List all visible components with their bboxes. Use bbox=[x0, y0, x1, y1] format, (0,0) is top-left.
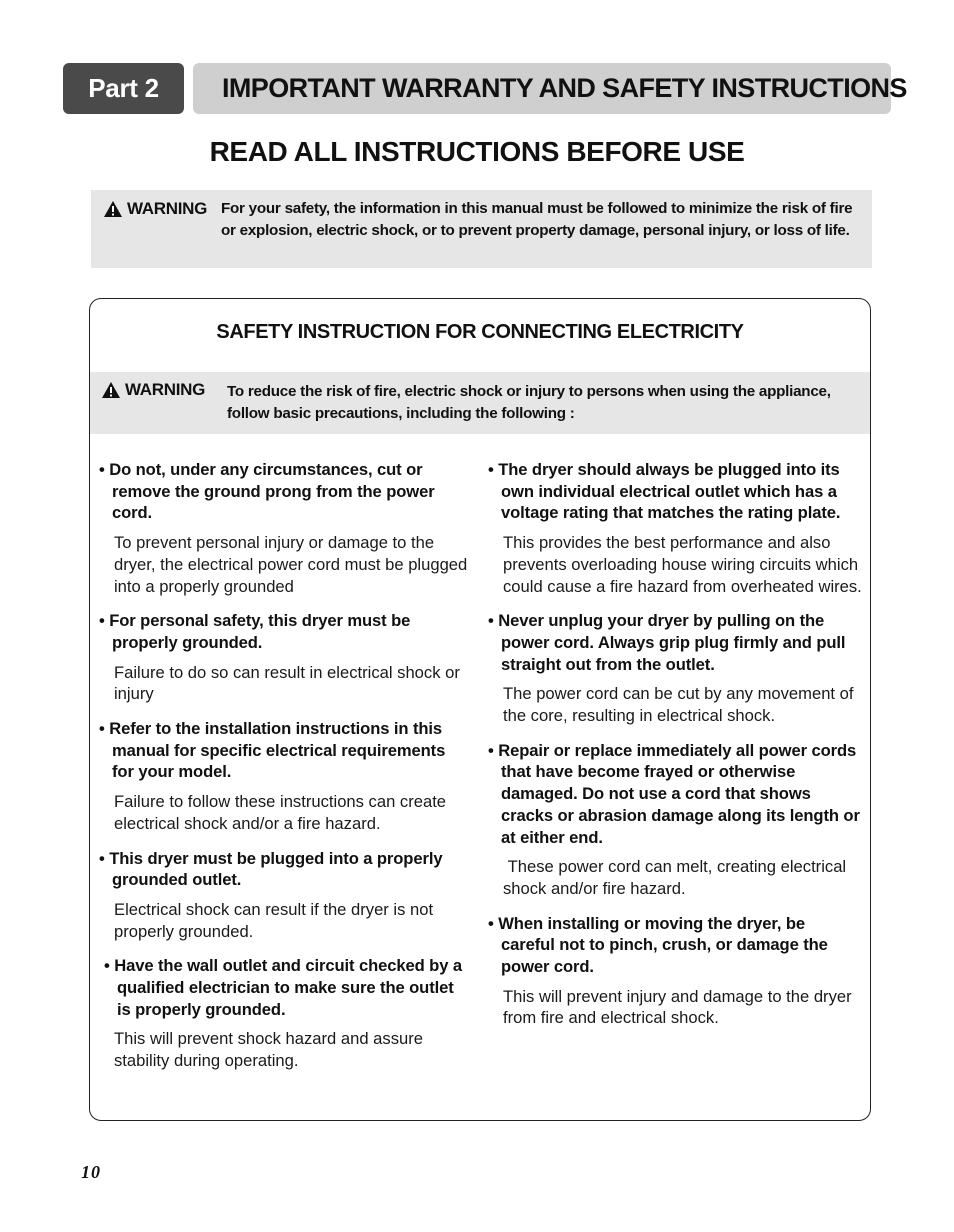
item-heading: • The dryer should always be plugged into its own individual electrical outlet which has a voltage rating that matches the rating plate. bbox=[488, 460, 841, 523]
right-column bbox=[488, 459, 862, 1042]
item-body: This provides the best performance and also prevents overloading house wiring circuits which could cause a fire hazard from overheated wires. bbox=[503, 533, 862, 596]
item-heading: • This dryer must be plugged into a properly grounded outlet. bbox=[99, 848, 443, 890]
item-heading: • When installing or moving the dryer, be careful not to pinch, crush, or damage the power cord. bbox=[488, 913, 828, 977]
list-item bbox=[99, 459, 471, 597]
item-body: This will prevent shock hazard and assure stability during operating. bbox=[114, 1029, 423, 1071]
item-body: Failure to do so can result in electrical shock or injury bbox=[114, 662, 460, 704]
warning-triangle-icon bbox=[103, 200, 123, 218]
top-warning-label bbox=[103, 199, 207, 219]
list-item bbox=[488, 740, 862, 900]
list-item bbox=[99, 610, 471, 705]
item-heading: • For personal safety, this dryer must be properly grounded. bbox=[99, 611, 411, 652]
top-warning-box bbox=[91, 190, 872, 268]
item-heading: • Refer to the installation instructions in this manual for specific electrical requirements for your model. bbox=[99, 719, 446, 782]
page-number: 10 bbox=[81, 1162, 101, 1182]
top-warning-text: For your safety, the information in this manual must be followed to minimize the risk of fire or explosion, electric shock, or to prevent property damage, personal injury, or loss of life. bbox=[221, 200, 853, 239]
header-bar bbox=[193, 63, 907, 114]
list-item bbox=[488, 610, 862, 727]
list-item bbox=[99, 955, 471, 1072]
left-column bbox=[99, 459, 471, 1085]
section-warning-label bbox=[101, 380, 205, 400]
item-body: Electrical shock can result if the dryer is not properly grounded. bbox=[114, 899, 434, 941]
item-body: The power cord can be cut by any movement of the core, resulting in electrical shock. bbox=[503, 684, 854, 726]
part-tab bbox=[63, 63, 184, 114]
section-warning-text: To reduce the risk of fire, electric shock or injury to persons when using the appliance, follow basic precautions, including the following : bbox=[227, 383, 831, 422]
item-heading: • Repair or replace immediately all power cords that have become frayed or otherwise damaged. Do not use a cord that shows cracks or abrasion damage along its length or at either end. bbox=[488, 740, 860, 847]
item-body: This will prevent injury and damage to the dryer from fire and electrical shock. bbox=[503, 986, 852, 1028]
header-title: IMPORTANT WARRANTY AND SAFETY INSTRUCTIONS bbox=[222, 73, 907, 103]
top-warning-label-text: WARNING bbox=[127, 199, 208, 218]
item-heading: • Have the wall outlet and circuit checked by a qualified electrician to make sure the outlet is properly grounded. bbox=[104, 956, 462, 1019]
item-body: These power cord can melt, creating electrical shock and/or fire hazard. bbox=[503, 857, 851, 898]
list-item bbox=[488, 459, 862, 597]
item-heading: • Do not, under any circumstances, cut or remove the ground prong from the power cord. bbox=[99, 460, 435, 523]
list-item bbox=[99, 848, 471, 943]
item-heading: • Never unplug your dryer by pulling on the power cord. Always grip plug firmly and pull straight out from the outlet. bbox=[488, 611, 846, 674]
list-item bbox=[99, 718, 471, 835]
part-label: Part 2 bbox=[88, 73, 159, 103]
warning-triangle-icon bbox=[101, 381, 121, 399]
item-body: Failure to follow these instructions can create electrical shock and/or a fire hazard. bbox=[114, 792, 447, 833]
section-warning-box bbox=[90, 372, 870, 434]
list-item bbox=[488, 913, 862, 1030]
section-warning-label-text: WARNING bbox=[125, 380, 206, 399]
section-title: SAFETY INSTRUCTION FOR CONNECTING ELECTRICITY bbox=[216, 321, 744, 343]
item-body: To prevent personal injury or damage to the dryer, the electrical power cord must be plugged into a properly grounded bbox=[114, 533, 468, 596]
page-heading: READ ALL INSTRUCTIONS BEFORE USE bbox=[209, 136, 745, 167]
electricity-safety-frame bbox=[89, 298, 871, 1121]
